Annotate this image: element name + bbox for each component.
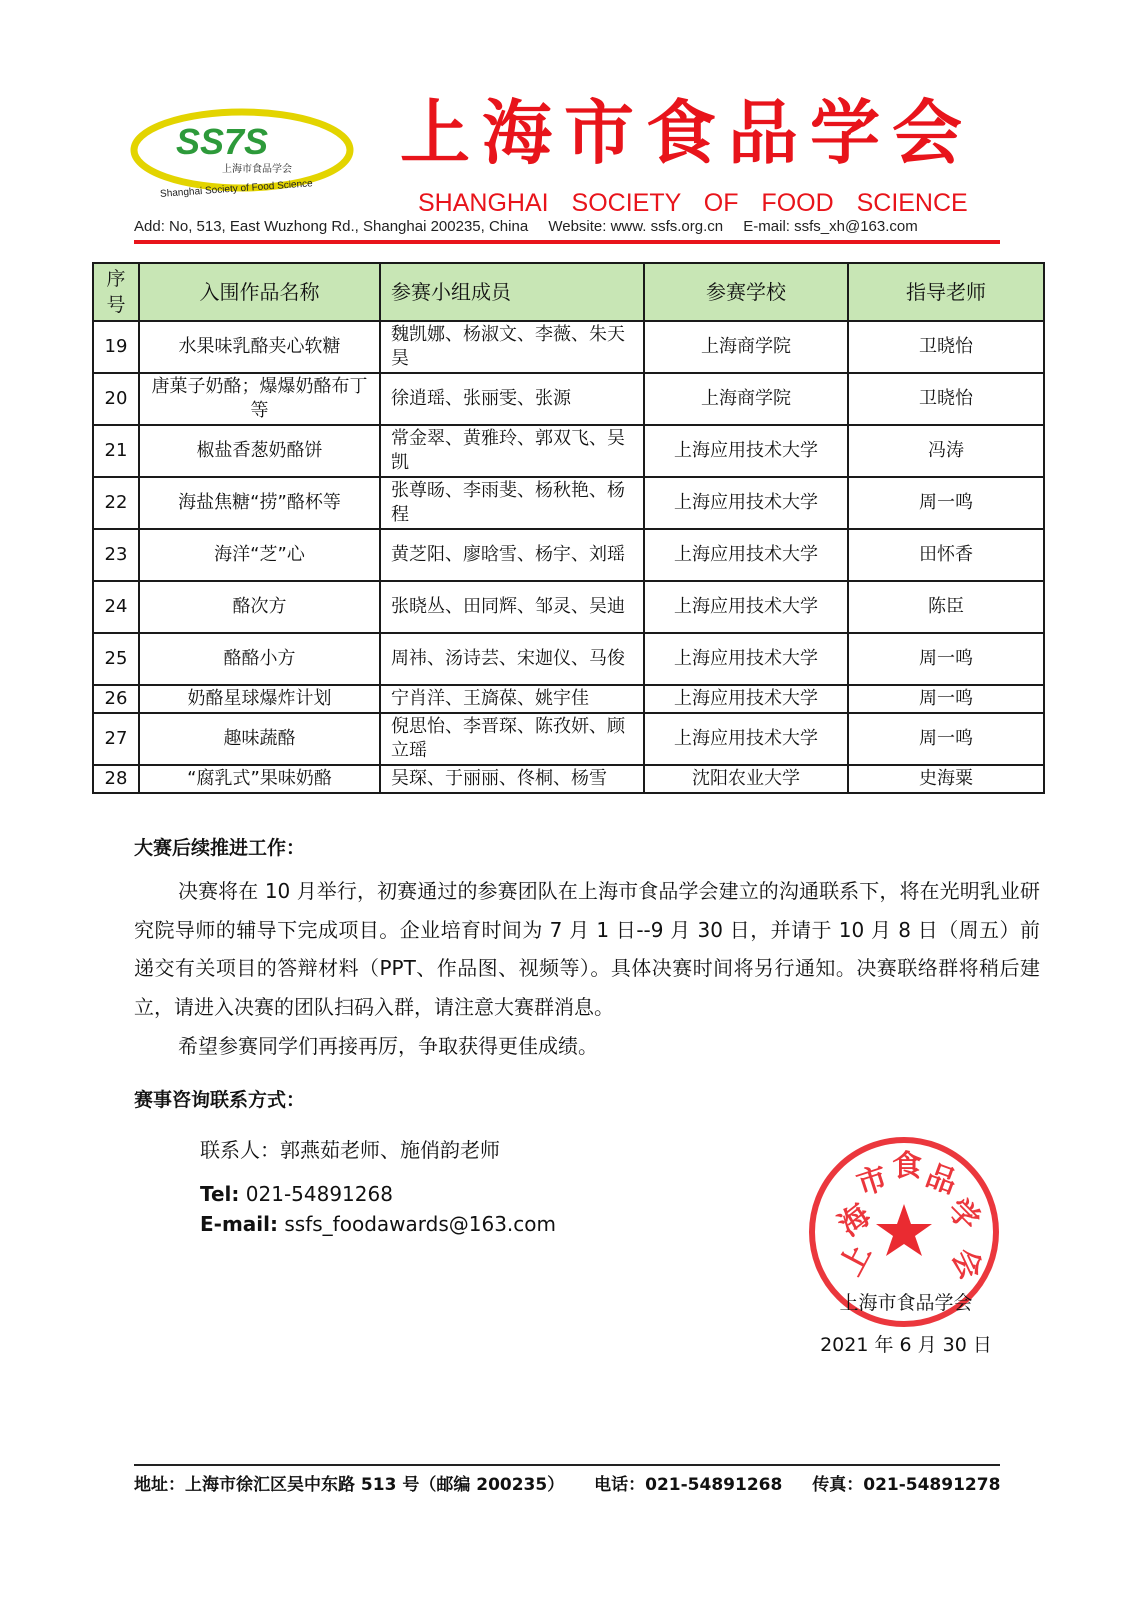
cell-members: 倪思怡、李晋琛、陈孜妍、顾立瑶 [380,713,644,765]
cell-members: 徐逍瑶、张丽雯、张源 [380,373,644,425]
cell-no: 23 [93,529,139,581]
cell-school: 上海应用技术大学 [644,633,848,685]
cell-teacher: 周一鸣 [848,685,1044,713]
cell-teacher: 周一鸣 [848,477,1044,529]
email-address: ssfs_foodawards@163.com [284,1212,556,1236]
email-text: E-mail: ssfs_xh@163.com [743,218,918,235]
svg-text:食: 食 [892,1149,922,1184]
cell-teacher: 周一鸣 [848,633,1044,685]
tel-label: Tel: [200,1182,240,1206]
cell-members: 周祎、汤诗芸、宋迦仪、马俊 [380,633,644,685]
address-text: Add: No, 513, East Wuzhong Rd., Shanghai 200235, China [134,218,529,235]
cell-school: 上海应用技术大学 [644,425,848,477]
table-row [93,685,1044,713]
footer-fax: 传真：021-54891278 [812,1475,1001,1495]
cell-school: 上海应用技术大学 [644,477,848,529]
email-line [200,1210,760,1238]
cell-school: 上海商学院 [644,373,848,425]
cell-school: 上海应用技术大学 [644,581,848,633]
header-divider [134,240,1000,244]
cell-name: 唐菓子奶酪；爆爆奶酪布丁等 [139,373,380,425]
header-school: 参赛学校 [644,263,848,321]
cell-school: 上海应用技术大学 [644,685,848,713]
logo-cn-name: 上海市食品学会 [222,164,292,175]
cell-name: 水果味乳酪夹心软糖 [139,321,380,373]
section-followup-title: 大赛后续推进工作： [134,837,306,859]
table-row [93,425,1044,477]
cell-members: 张尊旸、李雨斐、杨秋艳、杨程 [380,477,644,529]
svg-text:海: 海 [832,1197,878,1244]
table-row [93,529,1044,581]
table-row [93,713,1044,765]
table-row [93,633,1044,685]
signing-org: 上海市食品学会 [839,1292,973,1314]
table-row [93,321,1044,373]
society-logo [130,92,360,202]
cell-members: 张晓丛、田同辉、邹灵、吴迪 [380,581,644,633]
footer-phone: 电话：021-54891268 [594,1475,783,1495]
cell-name: 海洋“芝”心 [139,529,380,581]
cell-members: 常金翠、黄雅玲、郭双飞、吴凯 [380,425,644,477]
followup-paragraph: 决赛将在 10 月举行，初赛通过的参赛团队在上海市食品学会建立的沟通联系下，将在光明乳业研究院导师的辅导下完成项目。企业培育时间为 7 月 1 日--9 月 30 日，并请于 10 月 8 日（周五）前递交有关项目的答辩材料（PPT、作品图、视频等）。具体决赛时间将另行通知。决赛联络群将稍后建立，请进入决赛的团队扫码入群，请注意大赛群消息。 [134,879,1040,1019]
cell-name: 酪次方 [139,581,380,633]
cell-members: 黄芝阳、廖晗雪、杨宇、刘瑶 [380,529,644,581]
issue-date: 2021 年 6 月 30 日 [820,1334,992,1356]
cell-teacher: 冯涛 [848,425,1044,477]
cell-no: 24 [93,581,139,633]
cell-school: 上海应用技术大学 [644,713,848,765]
cell-members: 魏凯娜、杨淑文、李薇、朱天昊 [380,321,644,373]
svg-text:会: 会 [944,1243,989,1286]
svg-text:上: 上 [833,1238,879,1282]
org-name-en: SHANGHAI SOCIETY OF FOOD SCIENCE [418,189,968,217]
header-members: 参赛小组成员 [380,263,644,321]
section-contact-title: 赛事咨询联系方式： [134,1089,306,1111]
cell-name: 趣味蔬酪 [139,713,380,765]
cell-no: 21 [93,425,139,477]
svg-text:品: 品 [921,1158,962,1202]
cell-name: 奶酪星球爆炸计划 [139,685,380,713]
logo-en-name: Shanghai Society of Food Science [159,178,314,200]
cell-name: 酪酪小方 [139,633,380,685]
table-row [93,765,1044,793]
cell-name: 椒盐香葱奶酪饼 [139,425,380,477]
table-row [93,477,1044,529]
footer [134,1470,1004,1500]
header-no-label: 序号 [106,268,126,316]
cell-name: 海盐焦糖“捞”酪杯等 [139,477,380,529]
cell-no: 28 [93,765,139,793]
svg-text:市: 市 [852,1160,893,1203]
tel-number: 021-54891268 [245,1182,393,1206]
cell-teacher: 田怀香 [848,529,1044,581]
cell-name: “腐乳式”果味奶酪 [139,765,380,793]
cell-teacher: 周一鸣 [848,713,1044,765]
contact-line [134,216,1004,238]
table-header-row [93,263,1044,321]
cell-members: 吴琛、于丽丽、佟桐、杨雪 [380,765,644,793]
cell-members: 宁肖洋、王旖葆、姚宇佳 [380,685,644,713]
footer-address: 地址：上海市徐汇区吴中东路 513 号（邮编 200235） [134,1475,565,1495]
cell-school: 沈阳农业大学 [644,765,848,793]
logo-letters: SS7S [176,121,269,162]
footer-divider [134,1464,1000,1466]
website-text: Website: www. ssfs.org.cn [548,218,724,235]
cell-teacher: 卫晓怡 [848,373,1044,425]
table-row [93,581,1044,633]
cell-teacher: 卫晓怡 [848,321,1044,373]
header-name: 入围作品名称 [139,263,380,321]
cell-school: 上海商学院 [644,321,848,373]
cell-school: 上海应用技术大学 [644,529,848,581]
cell-no: 20 [93,373,139,425]
org-name-cn: 上海市食品学会 [400,91,974,174]
finalist-table [92,262,1043,794]
encouragement-paragraph: 希望参赛同学们再接再厉，争取获得更佳成绩。 [178,1034,598,1058]
table-row [93,373,1044,425]
cell-no: 26 [93,685,139,713]
header-no [93,263,139,321]
cell-teacher: 陈臣 [848,581,1044,633]
cell-no: 22 [93,477,139,529]
contact-person: 联系人：郭燕茹老师、施俏韵老师 [200,1138,500,1162]
header-teacher: 指导老师 [848,263,1044,321]
tel-line [200,1180,760,1208]
svg-text:学: 学 [940,1192,987,1239]
cell-no: 27 [93,713,139,765]
cell-teacher: 史海粟 [848,765,1044,793]
cell-no: 19 [93,321,139,373]
cell-no: 25 [93,633,139,685]
email-label: E-mail: [200,1212,279,1236]
